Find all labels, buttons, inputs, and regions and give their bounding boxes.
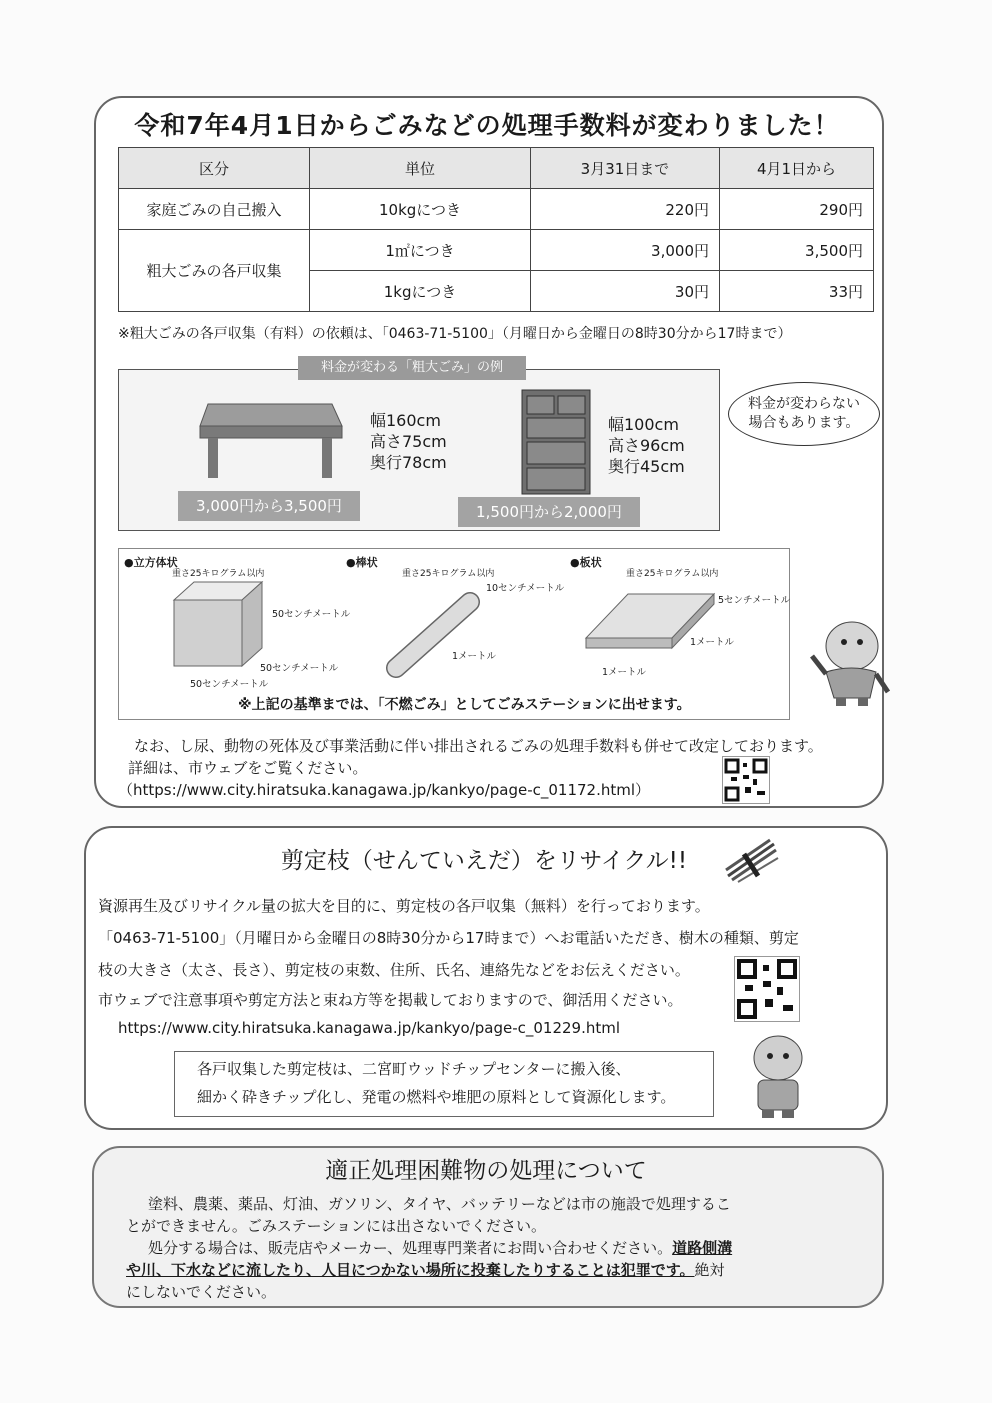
chest-illustration	[520, 388, 592, 496]
pruning-callout	[174, 1051, 714, 1117]
table-cell: 1kgにつき	[310, 271, 531, 312]
branch-bundle-icon	[724, 836, 780, 884]
callout-line: 細かく砕きチップ化し、発電の燃料や堆肥の原料として資源化します。	[197, 1088, 676, 1106]
cube-weight: 重さ25キログラム以内	[172, 569, 265, 579]
table-price: 3,000円から3,500円	[178, 491, 360, 521]
table-cell: 粗大ごみの各戸収集	[119, 230, 310, 312]
table-dimensions	[370, 410, 447, 473]
table-cell: 30円	[531, 271, 720, 312]
table-header: 3月31日まで	[531, 148, 720, 189]
hazardous-line: にしないでください。	[126, 1283, 277, 1301]
table-cell: 290円	[720, 189, 874, 230]
table-note: ※粗大ごみの各戸収集（有料）の依頼は、「0463-71-5100」（月曜日から金曜日の8時30分から17時まで）	[118, 326, 792, 342]
mascot-icon	[742, 1030, 818, 1120]
pruning-line: 資源再生及びリサイクル量の拡大を目的に、剪定枝の各戸収集（無料）を行っております。	[98, 897, 710, 915]
warning-text: や川、下水などに流したり、人目につかない場所に投棄したりすることは犯罪です。	[126, 1261, 695, 1279]
cube-illustration	[170, 578, 270, 668]
chest-dimensions	[608, 414, 685, 477]
cube-dimension: 50センチメートル	[260, 663, 339, 674]
pruning-title: 剪定枝（せんていえだ）をリサイクル!!	[280, 848, 688, 874]
pruning-url[interactable]: https://www.city.hiratsuka.kanagawa.jp/kankyo/page-c_01229.html	[118, 1019, 621, 1037]
hazardous-line	[126, 1258, 725, 1282]
hazardous-line	[148, 1236, 732, 1260]
dimension-depth: 奥行78cm	[370, 453, 447, 472]
footer-line: なお、し尿、動物の死体及び事業活動に伴い排出されるごみの処理手数料も併せて改定しております。	[134, 737, 823, 755]
table-cell: 3,000円	[531, 230, 720, 271]
cube-dimension: 50センチメートル	[190, 679, 269, 690]
cube-label: ●立方体状	[124, 556, 178, 569]
table-cell: 10kgにつき	[310, 189, 531, 230]
plate-label: ●板状	[570, 556, 602, 569]
plate-dimension: 1メートル	[602, 667, 647, 678]
table-cell: 1㎡につき	[310, 230, 531, 271]
table-illustration	[196, 398, 346, 482]
pruning-line: 市ウェブで注意事項や剪定方法と束ね方等を掲載しておりますので、御活用ください。	[98, 991, 683, 1009]
table-header: 単位	[310, 148, 531, 189]
table-cell: 3,500円	[720, 230, 874, 271]
rod-dimension: 1メートル	[452, 651, 497, 662]
table-header: 区分	[119, 148, 310, 189]
rod-illustration	[384, 590, 484, 680]
plate-dimension: 5センチメートル	[718, 595, 791, 606]
callout-line: 各戸収集した剪定枝は、二宮町ウッドチップセンターに搬入後、	[197, 1060, 631, 1078]
pruning-line: 「0463-71-5100」（月曜日から金曜日の8時30分から17時まで）へお電話いただき、樹木の種類、剪定	[98, 929, 799, 947]
table-header-row	[119, 148, 874, 189]
table-row	[119, 230, 874, 271]
footer-url[interactable]: （https://www.city.hiratsuka.kanagawa.jp/kankyo/page-c_01172.html）	[118, 781, 651, 799]
plate-dimension: 1メートル	[690, 637, 735, 648]
footer-line: 詳細は、市ウェブをご覧ください。	[128, 759, 368, 777]
hazardous-text: 処分する場合は、販売店やメーカー、処理専門業者にお問い合わせください。	[148, 1239, 673, 1257]
dimension-depth: 奥行45cm	[608, 457, 685, 476]
table-cell: 220円	[531, 189, 720, 230]
fee-table	[118, 147, 874, 312]
warning-text: 道路側溝	[672, 1239, 733, 1257]
dimension-height: 高さ96cm	[608, 436, 685, 455]
examples-label: 料金が変わる「粗大ごみ」の例	[298, 356, 526, 380]
dimension-width: 幅160cm	[370, 411, 441, 430]
fee-change-title: 令和7年4月1日からごみなどの処理手数料が変わりました！	[134, 111, 840, 140]
hazardous-line: とができません。ごみステーションには出さないでください。	[126, 1217, 547, 1235]
chest-price: 1,500円から2,000円	[458, 497, 640, 527]
cube-dimension: 50センチメートル	[272, 609, 351, 620]
dimension-height: 高さ75cm	[370, 432, 447, 451]
table-cell: 33円	[720, 271, 874, 312]
shape-note: ※上記の基準までは、「不燃ごみ」としてごみステーションに出せます。	[238, 697, 691, 713]
plate-illustration	[582, 590, 722, 662]
dimension-width: 幅100cm	[608, 415, 679, 434]
qr-code-icon[interactable]	[722, 756, 770, 804]
hazardous-title: 適正処理困難物の処理について	[325, 1158, 647, 1184]
table-row	[119, 189, 874, 230]
rod-label: ●棒状	[346, 556, 378, 569]
bubble-text: 料金が変わらない場合もあります。	[748, 396, 860, 431]
mascot-icon	[806, 612, 892, 708]
table-cell: 家庭ごみの自己搬入	[119, 189, 310, 230]
plate-weight: 重さ25キログラム以内	[626, 569, 719, 579]
speech-bubble	[728, 382, 880, 446]
hazardous-text: 絶対	[694, 1261, 725, 1279]
table-header: 4月1日から	[720, 148, 874, 189]
rod-weight: 重さ25キログラム以内	[402, 569, 495, 579]
pruning-line: 枝の大きさ（太さ、長さ）、剪定枝の束数、住所、氏名、連絡先などをお伝えください。	[98, 961, 690, 979]
qr-code-icon[interactable]	[734, 956, 800, 1022]
hazardous-line: 塗料、農薬、薬品、灯油、ガソリン、タイヤ、バッテリーなどは市の施設で処理するこ	[148, 1195, 731, 1213]
rod-dimension: 10センチメートル	[486, 583, 565, 594]
